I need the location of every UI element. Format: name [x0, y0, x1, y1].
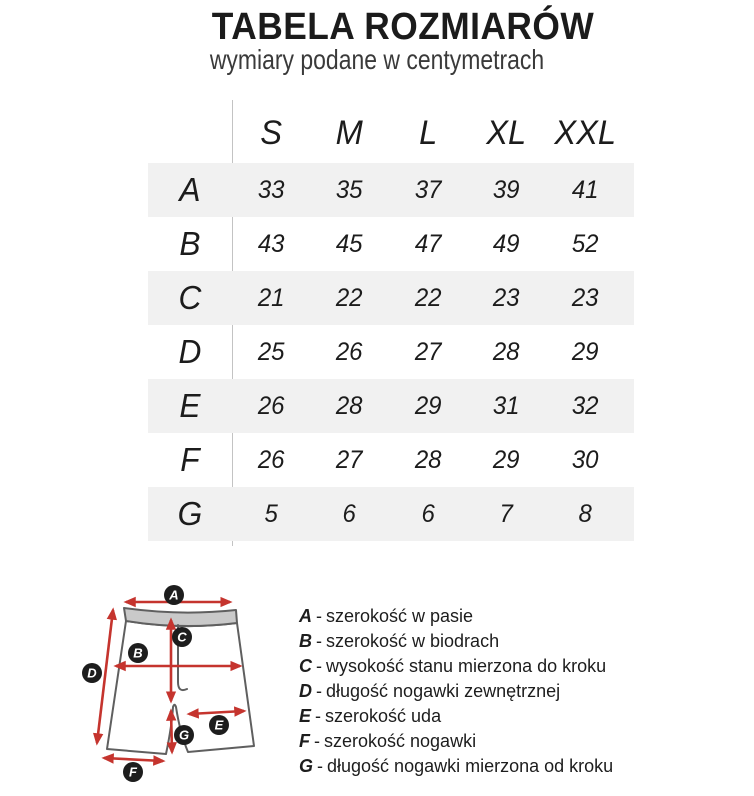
badge-c	[172, 627, 192, 647]
legend-letter: E	[299, 706, 312, 726]
legend-dash: -	[315, 706, 322, 726]
legend-item-c	[299, 654, 613, 679]
table-row	[148, 433, 634, 487]
table-value: 7	[499, 499, 514, 528]
table-value: 26	[257, 391, 285, 420]
legend-dash: -	[316, 631, 322, 651]
arrow-g	[171, 711, 172, 752]
table-value: 39	[493, 175, 520, 204]
svg-text:A: A	[169, 587, 179, 603]
legend-item-a	[299, 604, 613, 629]
legend-dash: -	[314, 731, 320, 751]
legend-text: szerokość w pasie	[326, 606, 474, 626]
legend-letter: A	[299, 606, 312, 626]
table-value: 25	[257, 337, 285, 366]
table-value: 22	[336, 283, 363, 312]
legend-text: długość nogawki mierzona od kroku	[327, 756, 614, 776]
table-value: 41	[571, 175, 599, 204]
table-value: 27	[414, 337, 442, 366]
row-label: C	[178, 279, 202, 316]
page-title: TABELA ROZMIARÓW	[211, 6, 595, 48]
legend-dash: -	[316, 681, 322, 701]
table-row	[148, 379, 634, 433]
table-value: 27	[336, 445, 363, 474]
row-label: G	[177, 495, 203, 532]
table-value: 30	[571, 445, 599, 474]
page-subtitle: wymiary podane w centymetrach	[209, 44, 545, 75]
row-label: F	[180, 441, 200, 478]
legend-item-g	[299, 754, 613, 779]
badge-e	[209, 715, 229, 735]
table-value: 6	[421, 499, 435, 528]
table-value: 47	[414, 229, 442, 258]
table-value: 26	[336, 337, 363, 366]
table-value: 32	[571, 391, 599, 420]
table-row	[148, 217, 634, 271]
svg-text:E: E	[214, 717, 224, 733]
badge-g	[174, 725, 194, 745]
column-header-xl: XL	[486, 113, 527, 152]
legend-text: szerokość nogawki	[324, 731, 477, 751]
svg-text:G: G	[178, 727, 190, 743]
table-value: 5	[264, 499, 278, 528]
table-value: 49	[493, 229, 520, 258]
table-value: 28	[336, 391, 363, 420]
column-header-s: S	[260, 113, 283, 152]
table-value: 8	[578, 499, 592, 528]
legend-letter: F	[299, 731, 310, 751]
badge-a	[164, 585, 184, 605]
table-value: 6	[342, 499, 357, 528]
legend-letter: G	[299, 756, 314, 776]
table-value: 28	[493, 337, 520, 366]
table-value: 26	[257, 445, 285, 474]
arrow-f	[104, 758, 163, 761]
svg-text:B: B	[133, 645, 143, 661]
table-value: 45	[336, 229, 363, 258]
table-value: 37	[414, 175, 442, 204]
shorts-waistband	[124, 608, 237, 626]
row-label: A	[179, 171, 201, 208]
legend-letter: C	[299, 656, 312, 676]
measurement-legend	[299, 604, 613, 779]
row-label: B	[179, 225, 201, 262]
table-value: 29	[414, 391, 442, 420]
legend-item-f	[299, 729, 613, 754]
legend-text: długość nogawki zewnętrznej	[326, 681, 561, 701]
legend-dash: -	[317, 756, 324, 776]
table-header-row	[148, 103, 634, 163]
table-row	[148, 163, 634, 217]
table-value: 43	[257, 229, 285, 258]
table-value: 33	[257, 175, 285, 204]
table-value: 52	[571, 229, 599, 258]
svg-text:F: F	[129, 764, 137, 780]
legend-dash: -	[316, 656, 322, 676]
legend-item-b	[299, 629, 613, 654]
table-value: 23	[571, 283, 599, 312]
legend-text: wysokość stanu mierzona do kroku	[326, 656, 607, 676]
table-value: 23	[493, 283, 520, 312]
column-header-m: M	[335, 113, 364, 152]
table-value: 21	[257, 283, 285, 312]
table-value: 29	[493, 445, 520, 474]
shorts-measurement-diagram	[80, 585, 295, 796]
table-row	[148, 487, 634, 541]
table-value: 29	[571, 337, 599, 366]
legend-letter: B	[299, 631, 312, 651]
legend-item-e	[299, 704, 613, 729]
table-value: 28	[414, 445, 442, 474]
column-header-l: L	[418, 113, 438, 152]
svg-text:C: C	[177, 629, 187, 645]
size-table	[148, 103, 634, 541]
badge-d	[82, 663, 102, 683]
table-value: 35	[336, 175, 363, 204]
badge-f	[123, 762, 143, 782]
badge-b	[128, 643, 148, 663]
legend-letter: D	[299, 681, 312, 701]
table-value: 22	[414, 283, 442, 312]
legend-dash: -	[316, 606, 322, 626]
table-row	[148, 271, 634, 325]
row-label: E	[179, 387, 201, 424]
legend-item-d	[299, 679, 613, 704]
table-value: 31	[493, 391, 520, 420]
legend-text: szerokość w biodrach	[326, 631, 500, 651]
legend-text: szerokość uda	[325, 706, 442, 726]
svg-text:D: D	[87, 665, 97, 681]
row-label: D	[178, 333, 202, 370]
table-row	[148, 325, 634, 379]
column-header-xxl: XXL	[553, 113, 616, 152]
